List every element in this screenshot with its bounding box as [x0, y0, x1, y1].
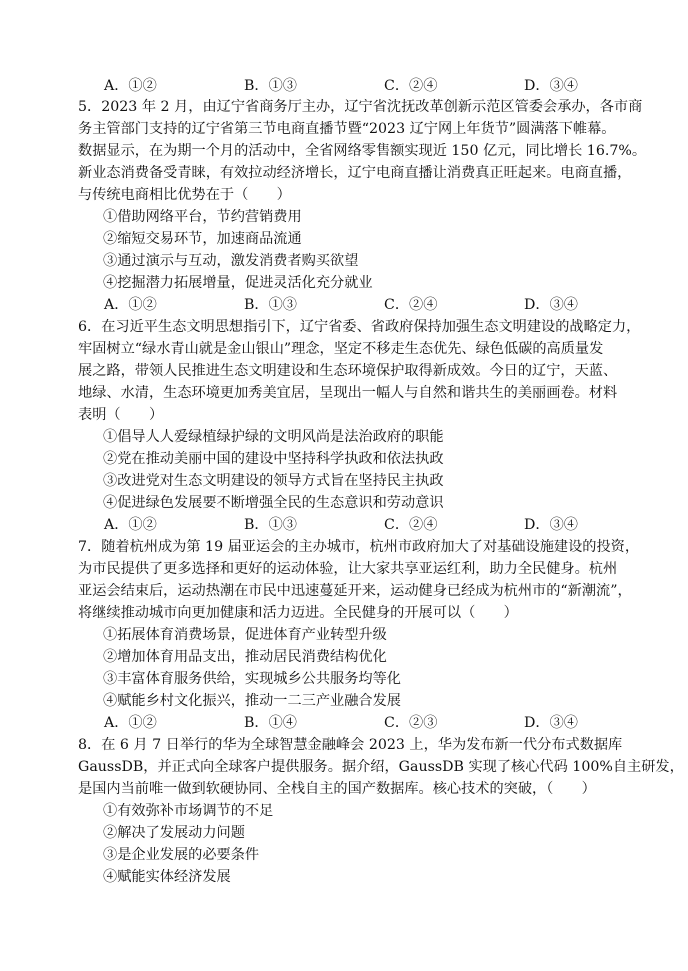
q7-stem-line: 为市民提供了更多选择和更好的运动体验，让大家共享亚运红利，助力全民健身。杭州 — [78, 561, 618, 577]
q8-stem-line: GaussDB，并正式向全球客户提供服务。据介绍，GaussDB 实现了核心代码 100%自主研发， — [78, 759, 684, 775]
q5-option-b: B．①③ — [244, 297, 297, 313]
q5-choice-2: ②缩短交易环节，加速商品流通 — [103, 231, 302, 247]
q8-stem-line: 8．在 6 月 7 日举行的华为全球智慧金融峰会 2023 上，华为发布新一代分布式数据库 — [78, 737, 623, 753]
q6-option-d: D．③④ — [524, 517, 578, 533]
q8-choice-1: ①有效弥补市场调节的不足 — [103, 803, 274, 819]
q6-option-a: A．①② — [104, 517, 157, 533]
q6-choice-3: ③改进党对生态文明建设的领导方式旨在坚持民主执政 — [103, 473, 444, 489]
q6-stem-line: 表明（ ） — [78, 407, 164, 423]
q5-option-a: A．①② — [104, 297, 157, 313]
q7-option-d: D．③④ — [524, 715, 578, 731]
q7-choice-1: ①拓展体育消费场景，促进体育产业转型升级 — [103, 627, 387, 643]
q5-stem-line: 数据显示，在为期一个月的活动中，全省网络零售额实现近 150 亿元，同比增长 16.7%。 — [78, 143, 647, 159]
q7-stem-line: 亚运会结束后，运动热潮在市民中迅速蔓延开来，运动健身已经成为杭州市的“新潮流”， — [78, 583, 632, 599]
q8-stem-line: 是国内当前唯一做到软硬协同、全栈自主的国产数据库。核心技术的突破，（ ） — [78, 781, 596, 797]
q7-stem-line: 将继续推动城市向更加健康和活力迈进。全民健身的开展可以（ ） — [78, 605, 518, 621]
q7-stem-line: 7．随着杭州成为第 19 届亚运会的主办城市，杭州市政府加大了对基础设施建设的投资， — [78, 539, 640, 555]
q5-choice-1: ①借助网络平台，节约营销费用 — [103, 209, 302, 225]
q8-choice-4: ④赋能实体经济发展 — [103, 869, 231, 885]
q6-stem-line: 展之路，带领人民推进生态文明建设和生态环境保护取得新成效。今日的辽宁，天蓝、 — [78, 363, 618, 379]
q6-stem-line: 地绿、水清，生态环境更加秀美宜居，呈现出一幅人与自然和谐共生的美丽画卷。材料 — [78, 385, 618, 401]
q8-choice-2: ②解决了发展动力问题 — [103, 825, 245, 841]
q6-choice-2: ②党在推动美丽中国的建设中坚持科学执政和依法执政 — [103, 451, 444, 467]
q6-stem-line: 6．在习近平生态文明思想指引下，辽宁省委、省政府保持加强生态文明建设的战略定力， — [78, 319, 641, 335]
q5-stem-line: 务主管部门支持的辽宁省第三节电商直播节暨“2023 辽宁网上年货节”圆满落下帷幕。 — [78, 121, 616, 137]
q6-option-c: C．②④ — [384, 517, 438, 533]
q5-option-d: D．③④ — [524, 297, 578, 313]
q7-choice-2: ②增加体育用品支出，推动居民消费结构优化 — [103, 649, 387, 665]
q6-choice-4: ④促进绿色发展要不断增强全民的生态意识和劳动意识 — [103, 495, 444, 511]
q6-stem-line: 牢固树立“绿水青山就是金山银山”理念，坚定不移走生态优先、绿色低碳的高质量发 — [78, 341, 604, 357]
q4-option-c: C．②④ — [384, 78, 438, 94]
q7-choice-4: ④赋能乡村文化振兴，推动一二三产业融合发展 — [103, 693, 401, 709]
q5-stem-line: 新业态消费备受青睐，有效拉动经济增长，辽宁电商直播让消费真正旺起来。电商直播， — [78, 165, 632, 181]
q5-stem-line: 与传统电商相比优势在于（ ） — [78, 187, 291, 203]
q5-stem-line: 5．2023 年 2 月，由辽宁省商务厅主办，辽宁省沈抚改革创新示范区管委会承办，各市商 — [78, 99, 643, 115]
q8-choice-3: ③是企业发展的必要条件 — [103, 847, 260, 863]
q5-choice-4: ④挖掘潜力拓展增量，促进灵活化充分就业 — [103, 275, 373, 291]
q7-option-c: C．②③ — [384, 715, 438, 731]
q4-option-a: A．①② — [104, 78, 157, 94]
q4-option-d: D．③④ — [524, 78, 578, 94]
q7-choice-3: ③丰富体育服务供给，实现城乡公共服务均等化 — [103, 671, 401, 687]
q5-option-c: C．②④ — [384, 297, 438, 313]
q7-option-a: A．①② — [104, 715, 157, 731]
q4-option-b: B．①③ — [244, 78, 297, 94]
q6-option-b: B．①③ — [244, 517, 297, 533]
q5-choice-3: ③通过演示与互动，激发消费者购买欲望 — [103, 253, 359, 269]
q6-choice-1: ①倡导人人爱绿植绿护绿的文明风尚是法治政府的职能 — [103, 429, 444, 445]
q7-option-b: B．①④ — [244, 715, 297, 731]
